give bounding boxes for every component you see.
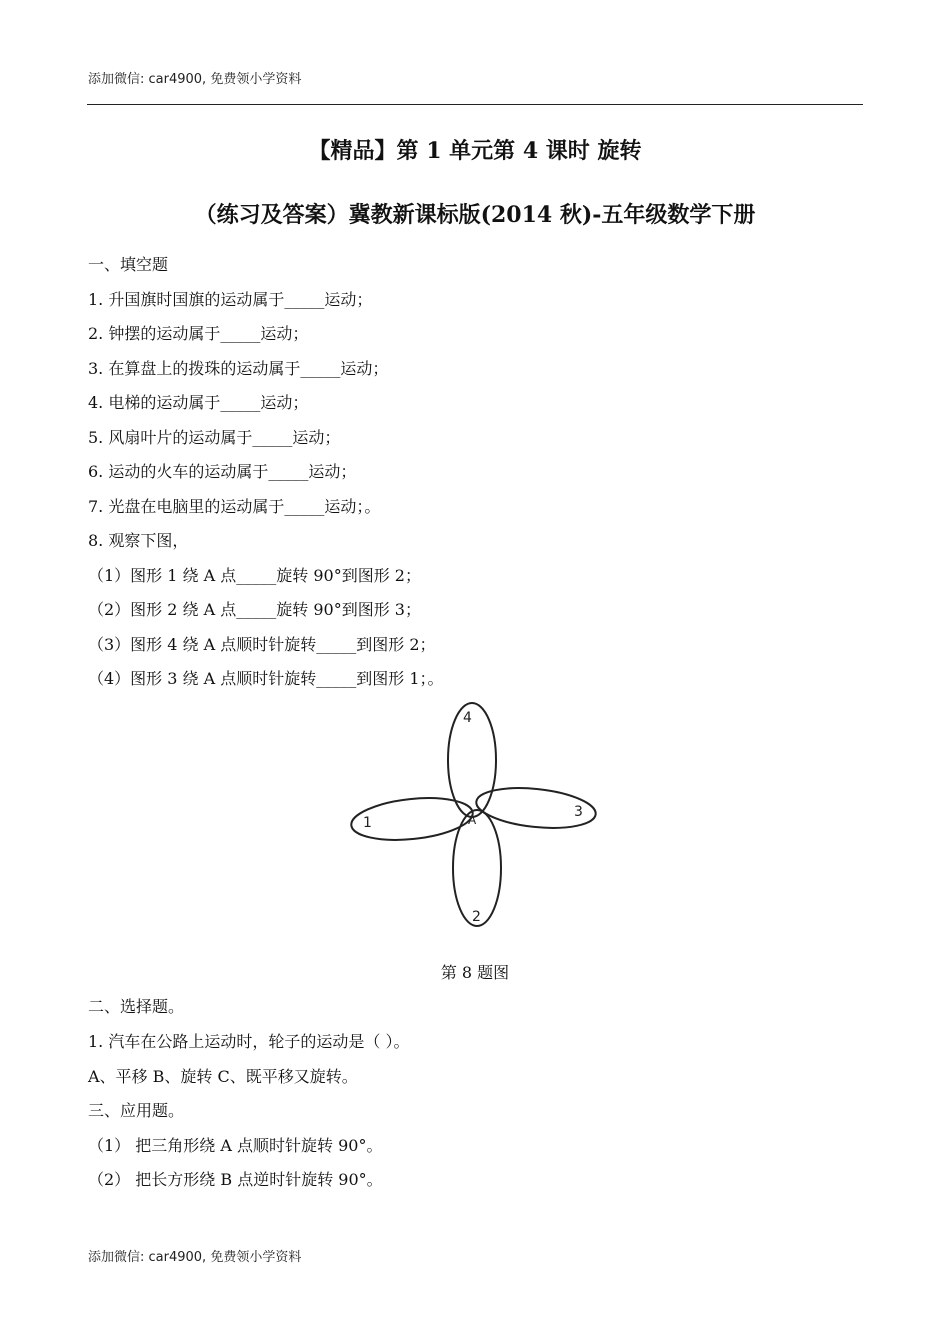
choice-question-1: 1. 汽车在公路上运动时，轮子的运动是（ ）。 xyxy=(88,1032,410,1051)
section-heading-application: 三、应用题。 xyxy=(88,1101,185,1120)
application-question-1: （1） 把三角形绕 A 点顺时针旋转 90°。 xyxy=(88,1136,383,1155)
question-8-part-3: （3）图形 4 绕 A 点顺时针旋转_____到图形 2； xyxy=(88,635,436,654)
question-8-part-4: （4）图形 3 绕 A 点顺时针旋转_____到图形 1；。 xyxy=(88,669,444,688)
section-heading-choice: 二、选择题。 xyxy=(88,997,185,1016)
header-divider xyxy=(87,104,863,105)
question-1: 1. 升国旗时国旗的运动属于_____运动； xyxy=(88,290,373,309)
petal-label-3: 3 xyxy=(574,804,583,820)
figure-caption: 第 8 题图 xyxy=(440,963,510,982)
question-3: 3. 在算盘上的拨珠的运动属于_____运动； xyxy=(88,359,389,378)
question-8-part-1: （1）图形 1 绕 A 点_____旋转 90°到图形 2； xyxy=(88,566,421,585)
question-6: 6. 运动的火车的运动属于_____运动； xyxy=(88,462,357,481)
petal-label-2: 2 xyxy=(472,909,481,925)
application-question-2: （2） 把长方形绕 B 点逆时针旋转 90°。 xyxy=(88,1170,383,1189)
question-2: 2. 钟摆的运动属于_____运动； xyxy=(88,324,309,343)
center-label-a: A xyxy=(468,813,477,827)
question-8-part-2: （2）图形 2 绕 A 点_____旋转 90°到图形 3； xyxy=(88,600,421,619)
header-note: 添加微信: car4900, 免费领小学资料 xyxy=(88,72,302,87)
question-5: 5. 风扇叶片的运动属于_____运动； xyxy=(88,428,341,447)
question-8: 8. 观察下图， xyxy=(88,531,189,550)
petal-label-1: 1 xyxy=(363,815,372,831)
petal-label-4: 4 xyxy=(463,710,472,726)
footer-note: 添加微信: car4900, 免费领小学资料 xyxy=(88,1250,302,1265)
page-subtitle: （练习及答案）冀教新课标版(2014 秋)-五年级数学下册 xyxy=(194,202,756,228)
page-title: 【精品】第 1 单元第 4 课时 旋转 xyxy=(308,138,642,164)
question-7: 7. 光盘在电脑里的运动属于_____运动；。 xyxy=(88,497,381,516)
question-4: 4. 电梯的运动属于_____运动； xyxy=(88,393,309,412)
rotation-figure xyxy=(340,696,610,940)
section-heading-fill-blank: 一、填空题 xyxy=(88,255,169,274)
choice-options: A、平移 B、旋转 C、既平移又旋转。 xyxy=(88,1067,358,1086)
